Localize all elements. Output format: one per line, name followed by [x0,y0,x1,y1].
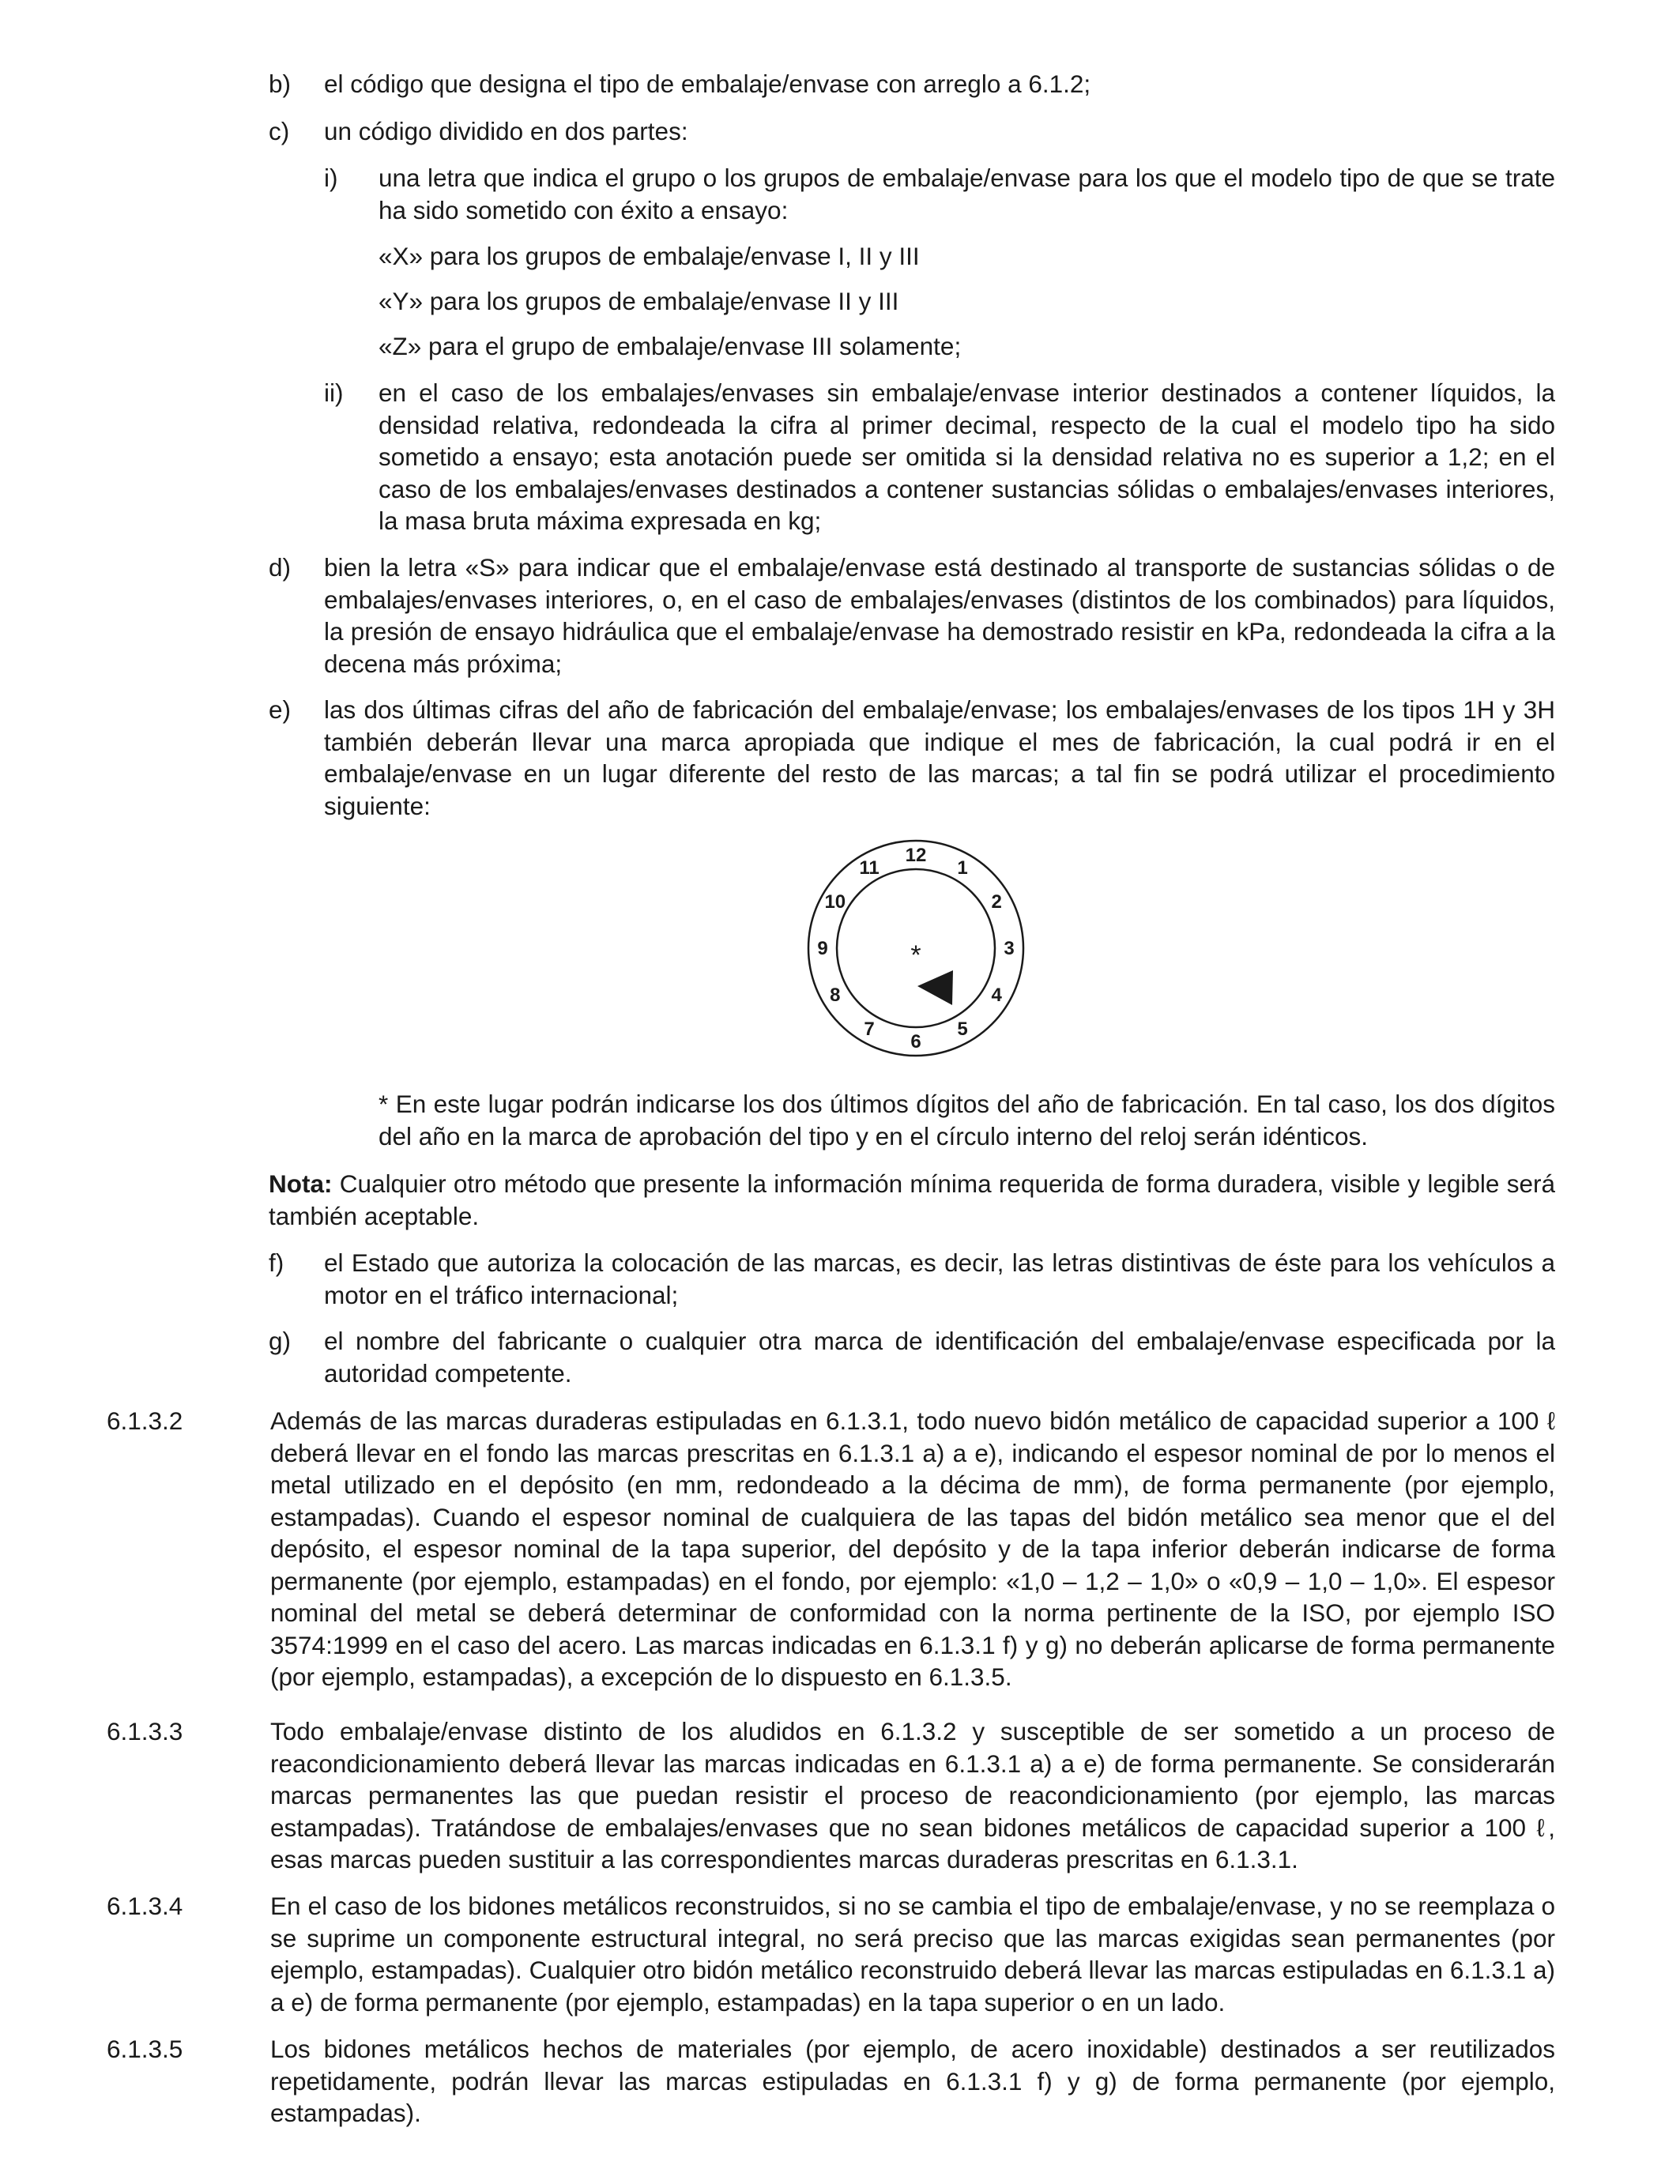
clock-number-9: 9 [817,938,828,959]
item-label: b) [269,70,292,98]
item-label: i) [324,164,338,192]
list-item-e [269,694,1555,822]
center-asterisk: * [910,940,921,970]
clock-number-11: 11 [859,857,880,879]
footnote: * En este lugar podrán indicarse los dos últimos dígitos del año de fabricación. En tal caso, los dos dígitos del año en la marca de aprobación del tipo y en el círculo interno del reloj serán idénticos. [379,1090,1555,1150]
list-item-d [269,552,1555,680]
clock-number-3: 3 [1004,938,1015,959]
section-number: 6.1.3.2 [107,1406,183,1435]
group-y-line: «Y» para los grupos de embalaje/envase II y III [379,287,899,315]
clock-number-2: 2 [991,891,1002,913]
clock-number-6: 6 [910,1031,921,1052]
item-text: el Estado que autoriza la colocación de las marcas, es decir, las letras distintivas de éste para los vehículos a motor en el tráfico internacional; [324,1248,1555,1309]
group-z-line: «Z» para el grupo de embalaje/envase III solamente; [379,332,962,360]
item-text: el nombre del fabricante o cualquier otra marca de identificación del embalaje/envase especificada por la autoridad competente. [324,1327,1555,1388]
group-x-line: «X» para los grupos de embalaje/envase I, II y III [379,242,920,270]
section-text: Los bidones metálicos hechos de materiales (por ejemplo, de acero inoxidable) destinados a ser reutilizados repetidamente, podrán llevar las marcas estipuladas en 6.1.3.1 f) y g) de forma permanente (por ejemplo, estampadas). [270,2035,1555,2127]
section-text: En el caso de los bidones metálicos reconstruidos, si no se cambia el tipo de embalaje/envase, y no se reemplaza o se suprime un componente estructural integral, no será preciso que las marcas exigidas sean permanentes (por ejemplo, estampadas). Cualquier otro bidón metálico reconstruido deberá llevar las marcas estipuladas en 6.1.3.1 a) a e) de forma permanente (por ejemplo, estampadas) en la tapa superior o en un lado. [270,1892,1555,2016]
item-text: una letra que indica el grupo o los grupos de embalaje/envase para los que el modelo tipo de que se trate ha sido sometido con éxito a ensayo: [379,164,1555,224]
clock-number-1: 1 [957,857,968,879]
section-number: 6.1.3.4 [107,1892,183,1920]
item-label: ii) [324,378,344,407]
item-label: e) [269,695,292,724]
clock-number-5: 5 [957,1019,968,1041]
section-text: Todo embalaje/envase distinto de los aludidos en 6.1.3.2 y susceptible de ser sometido a un proceso de reacondicionamiento deberá llevar las marcas indicadas en 6.1.3.1 a) a e) de forma permanente. Se considerarán marcas permanentes las que puedan resistir el proceso de reacondicionamiento (por ejemplo, las marcas estampadas). Tratándose de embalajes/envases que no sean bidones metálicos de capacidad superior a 100 ℓ, esas marcas pueden sustituir a las correspondientes marcas duraderas prescritas en 6.1.3.1. [270,1717,1555,1873]
list-item-f [269,1247,1555,1311]
section-6-1-3-3 [107,1715,1555,1876]
item-text: el código que designa el tipo de embalaje/envase con arreglo a 6.1.2; [324,70,1091,98]
month-clock-figure [805,838,1026,1059]
section-6-1-3-4 [107,1890,1555,2018]
note-label: Nota: [269,1169,333,1198]
item-text: un código dividido en dos partes: [324,117,688,145]
section-number: 6.1.3.3 [107,1717,183,1745]
list-item-c-ii [324,377,1555,537]
list-item-g [269,1325,1555,1389]
note-text: Cualquier otro método que presente la información mínima requerida de forma duradera, visible y legible será también aceptable. [269,1169,1555,1230]
clock-number-10: 10 [824,891,846,913]
section-6-1-3-5 [107,2033,1555,2129]
item-text: las dos últimas cifras del año de fabricación del embalaje/envase; los embalajes/envases de los tipos 1H y 3H también deberán llevar una marca apropiada que indique el mes de fabricación, la cual podrá ir en el embalaje/envase en un lugar diferente del resto de las marcas; a tal fin se podrá utilizar el procedimiento siguiente: [324,695,1555,820]
note [269,1168,1555,1232]
item-label: c) [269,117,290,145]
item-text: en el caso de los embalajes/envases sin embalaje/envase interior destinados a contener líquidos, la densidad relativa, redondeada la cifra al primer decimal, respecto de la cual el modelo tipo ha sido sometido a ensayo; esta anotación puede ser omitida si la densidad relativa no es superior a 1,2; en el caso de los embalajes/envases destinados a contener sustancias sólidas o embalajes/envases interiores, la masa bruta máxima expresada en kg; [379,378,1555,535]
clock-number-4: 4 [991,985,1002,1006]
list-item-c-i [324,162,1555,226]
item-text: bien la letra «S» para indicar que el embalaje/envase está destinado al transporte de sustancias sólidas o de embalajes/envases interiores, o, en el caso de embalajes/envases (distintos de los combinados) para líquidos, la presión de ensayo hidráulica que el embalaje/envase ha demostrado resistir en kPa, redondeada la cifra a la decena más próxima; [324,553,1555,678]
clock-number-7: 7 [864,1019,875,1041]
item-label: d) [269,553,292,582]
list-item-b [269,68,1555,100]
list-item-c [269,115,1555,148]
item-label: f) [269,1248,284,1277]
clock-number-8: 8 [830,985,841,1006]
clock-number-12: 12 [905,845,927,866]
section-text: Además de las marcas duraderas estipuladas en 6.1.3.1, todo nuevo bidón metálico de capacidad superior a 100 ℓ deberá llevar en el fondo las marcas prescritas en 6.1.3.1 a) a e), indicando el espesor nominal de por lo menos el metal utilizado en el depósito (en mm, redondeado a la décima de mm), de forma permanente (por ejemplo, estampadas). Cuando el espesor nominal de cualquiera de las tapas del bidón metálico sea menor que el del depósito, el espesor nominal de la tapa superior, del depósito y de la tapa inferior deberán indicarse de forma permanente (por ejemplo, estampadas) en el fondo, por ejemplo: «1,0 – 1,2 – 1,0» o «0,9 – 1,0 – 1,0». El espesor nominal del metal se deberá determinar de conformidad con la norma pertinente de la ISO, por ejemplo ISO 3574:1999 en el caso del acero. Las marcas indicadas en 6.1.3.1 f) y g) no deberán aplicarse de forma permanente (por ejemplo, estampadas), a excepción de lo dispuesto en 6.1.3.5. [270,1406,1555,1691]
section-number: 6.1.3.5 [107,2035,183,2063]
section-6-1-3-2 [107,1405,1555,1693]
clock-svg [805,838,1026,1059]
pointer-arrow-icon [917,970,953,1005]
item-label: g) [269,1327,292,1355]
